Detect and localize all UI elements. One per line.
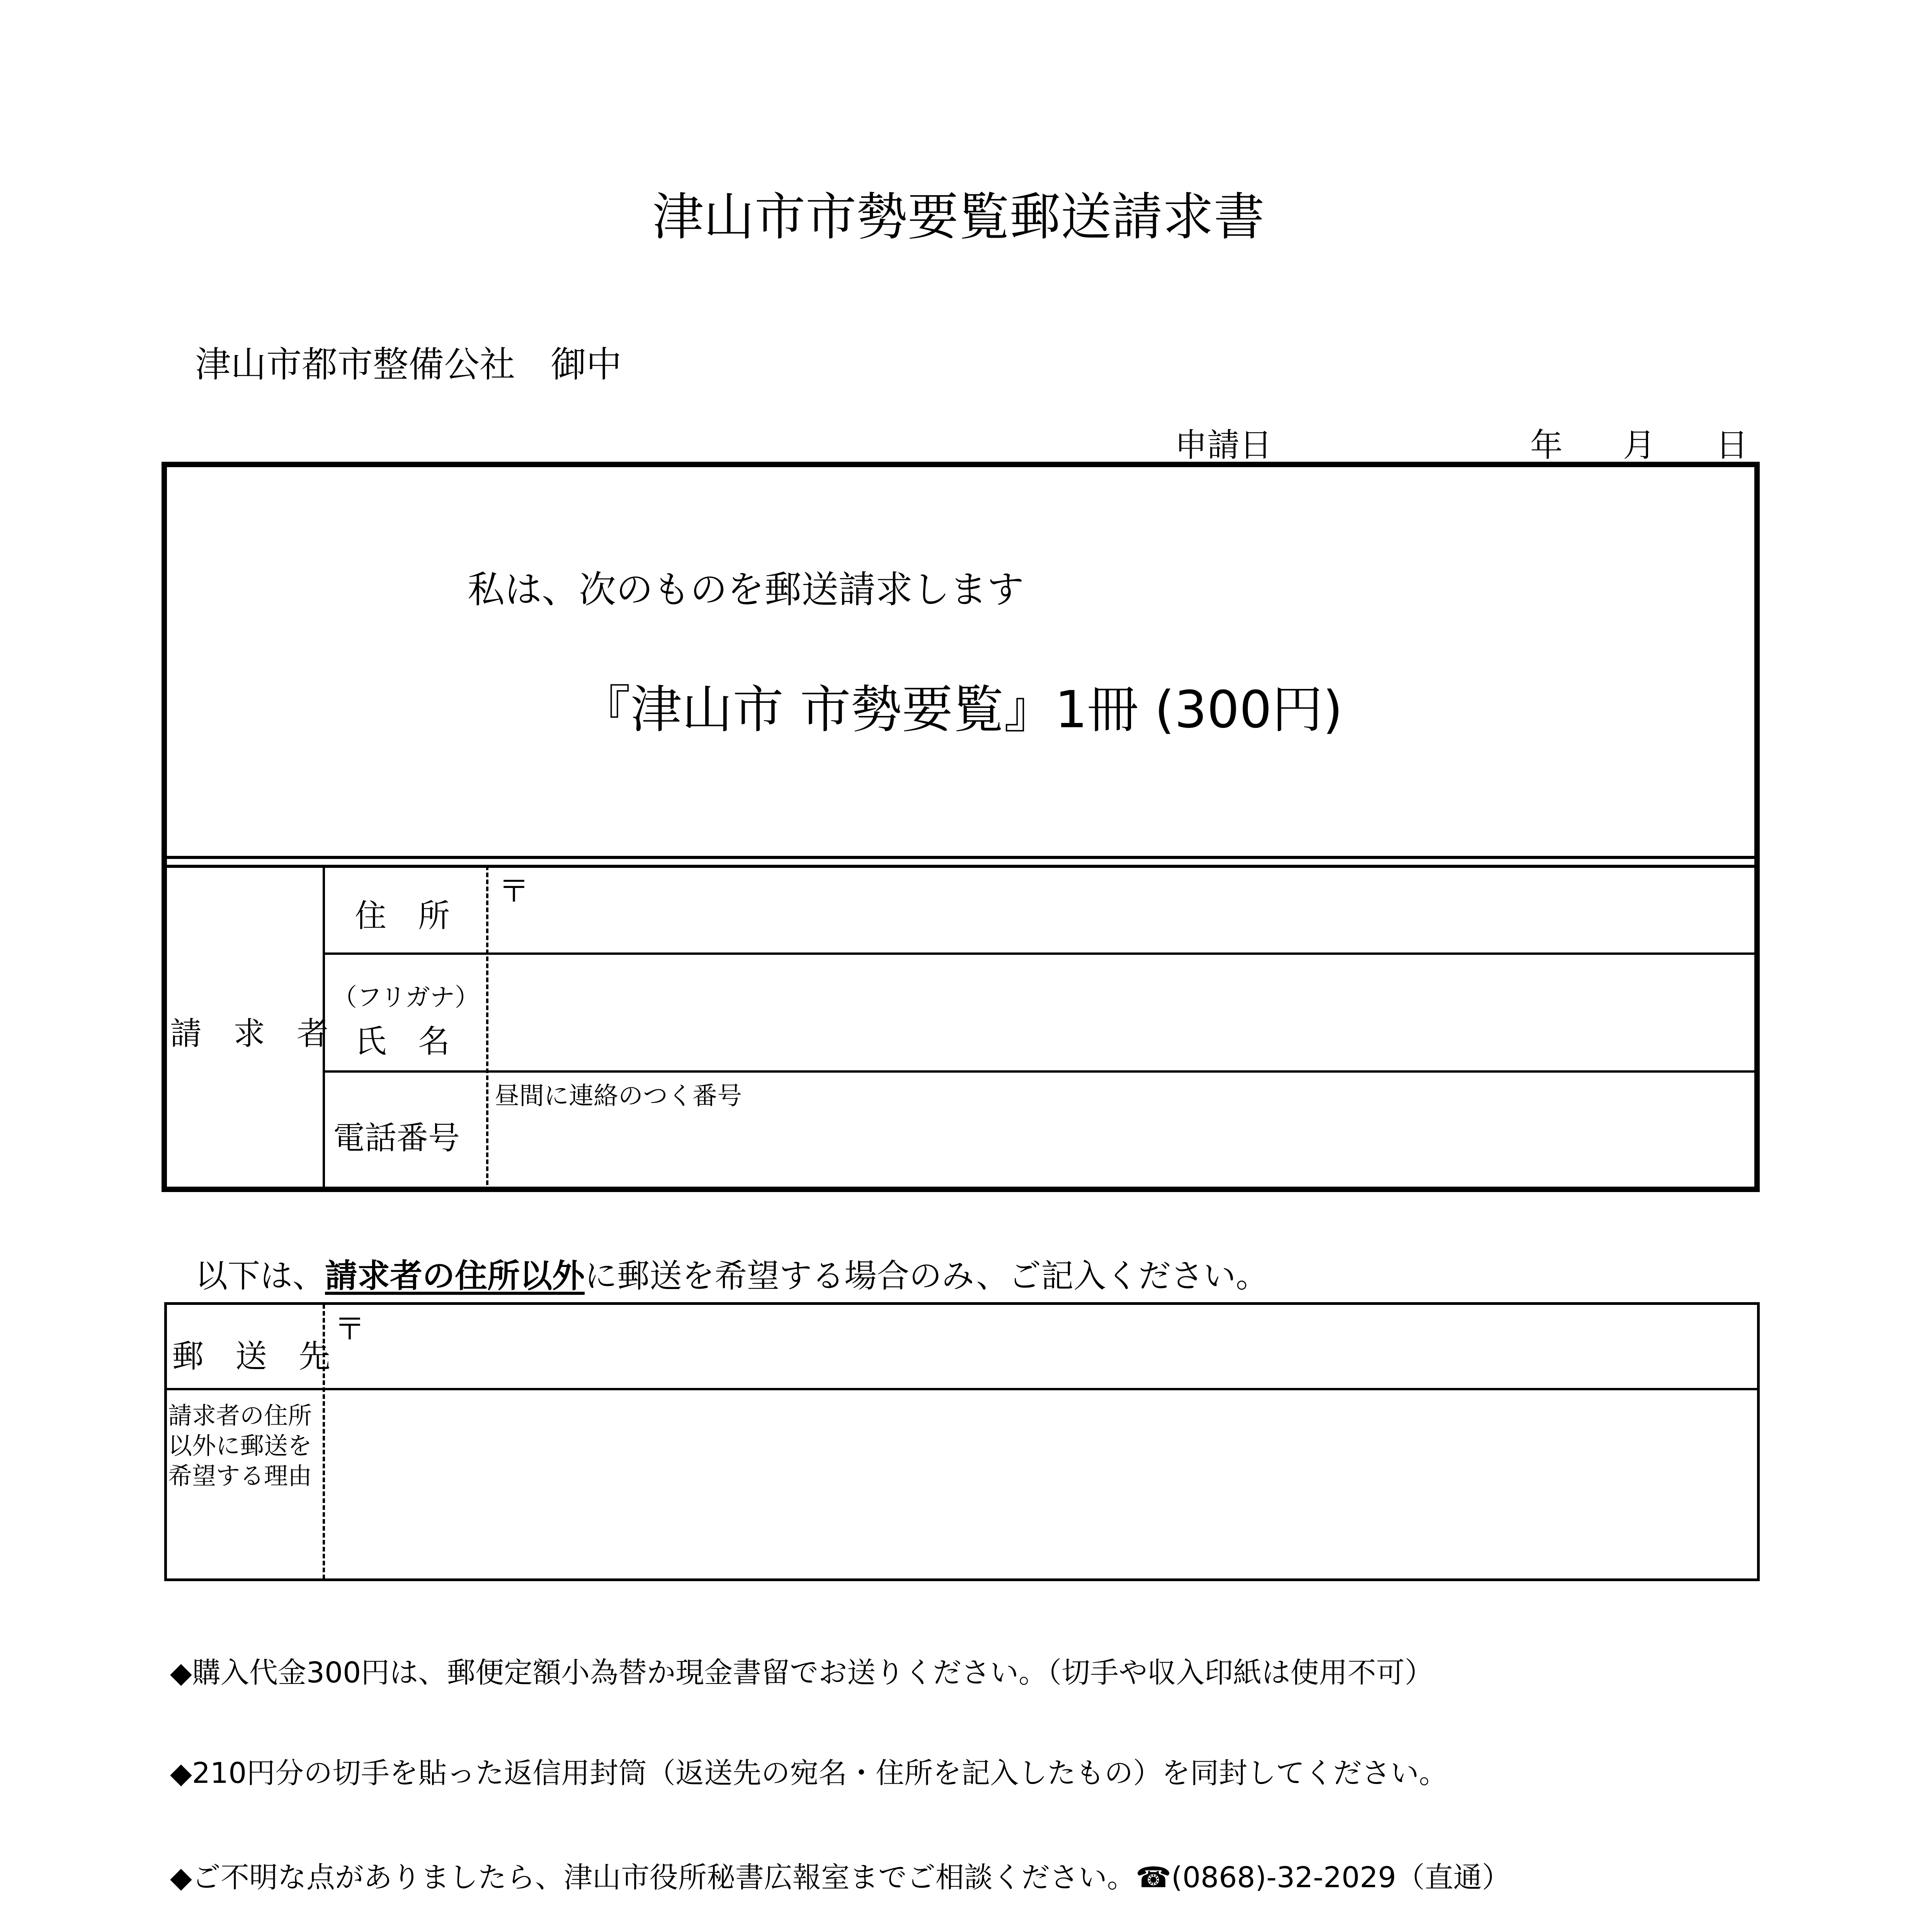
date-label: 申請日	[1175, 426, 1272, 464]
page-title: 津山市市勢要覧郵送請求書	[652, 187, 1265, 247]
alt-delivery-box	[164, 1302, 1760, 1581]
requester-group-label: 請 求 者	[170, 1015, 329, 1052]
address-postal-mark: 〒	[498, 873, 529, 909]
date-month-label: 月	[1623, 426, 1656, 464]
request-statement: 私は、次のものを郵送請求します	[468, 568, 1024, 611]
destination-postal-mark: 〒	[334, 1311, 365, 1347]
alt-delivery-note	[195, 1250, 1268, 1297]
alt-delivery-row-line	[164, 1388, 1760, 1390]
section-divider-2	[162, 865, 1760, 868]
name-label: 氏 名	[355, 1023, 450, 1060]
date-year-label: 年	[1530, 426, 1563, 464]
address-label: 住 所	[355, 898, 450, 934]
reason-label: 請求者の住所以外に郵送を希望する理由	[168, 1401, 312, 1490]
requested-product: 『津山市 市勢要覧』1冊 (300円)	[580, 680, 1343, 740]
alt-delivery-note-prefix: 以下は、	[195, 1257, 325, 1295]
phone-label: 電話番号	[333, 1120, 460, 1156]
note-payment: ◆購入代金300円は、郵便定額小為替か現金書留でお送りください。（切手や収入印紙は使用不可）	[170, 1656, 1434, 1689]
note-contact: ◆ご不明な点がありましたら、津山市役所秘書広報室までご相談ください。☎(0868)-32-2029（直通）	[170, 1861, 1511, 1894]
note-return-envelope: ◆210円分の切手を貼った返信用封筒（返送先の宛名・住所を記入したもの）を同封してください。	[170, 1757, 1448, 1790]
section-divider	[162, 856, 1760, 859]
addressee: 津山市都市整備公社 御中	[195, 344, 622, 385]
name-row-line	[323, 1070, 1760, 1073]
furigana-label: （フリガナ）	[332, 983, 480, 1012]
destination-label: 郵 送 先	[172, 1338, 331, 1375]
address-row-line	[323, 952, 1760, 955]
date-day-label: 日	[1716, 426, 1749, 464]
phone-hint: 昼間に連絡のつく番号	[495, 1082, 742, 1111]
alt-delivery-note-suffix: に郵送を希望する場合のみ、ご記入ください。	[585, 1257, 1269, 1295]
alt-delivery-note-emphasis: 請求者の住所以外	[325, 1257, 585, 1295]
requester-dashed-line	[486, 866, 488, 1192]
